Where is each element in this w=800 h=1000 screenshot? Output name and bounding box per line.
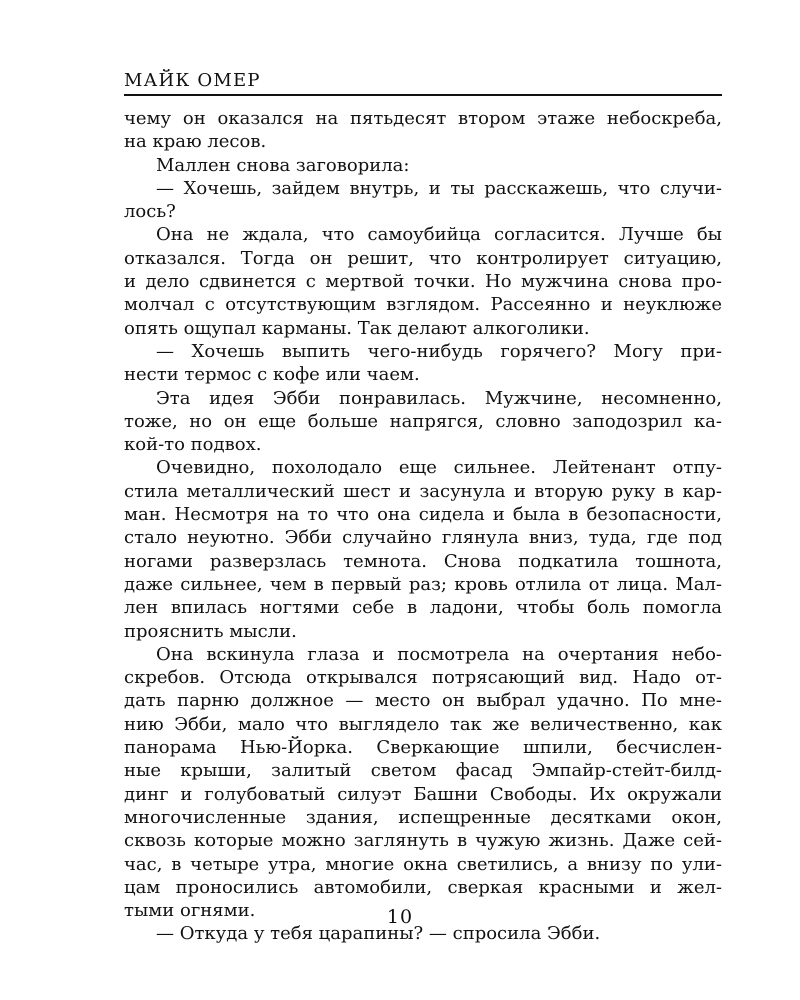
text-line: тоже, но он еще больше напрягся, словно заподозрил ка- — [124, 410, 722, 432]
text-line: Эта идея Эбби понравилась. Мужчине, несомненно, — [156, 387, 722, 409]
text-line: скребов. Отсюда открывался потрясающий вид. Надо от- — [124, 667, 722, 689]
text-line: сквозь которые можно заглянуть в чужую жизнь. Даже сей- — [124, 830, 722, 852]
text-line: лен впилась ногтями себе в ладони, чтобы боль помогла — [124, 597, 722, 619]
text-line: дать парню должное — место он выбрал удачно. По мне- — [124, 690, 722, 712]
text-line: тыми огнями. — [124, 900, 256, 922]
text-line: — Хочешь выпить чего-нибудь горячего? Могу при- — [156, 340, 722, 362]
text-line: ман. Несмотря на то что она сидела и была в безопасности, — [124, 504, 722, 526]
text-line: прояснить мысли. — [124, 620, 297, 642]
text-line: — Откуда у тебя царапины? — спросила Эбби. — [156, 923, 601, 945]
text-line: лось? — [124, 201, 176, 223]
text-line: на краю лесов. — [124, 131, 267, 153]
text-line: и дело сдвинется с мертвой точки. Но мужчина снова про- — [124, 271, 722, 293]
text-line: цам проносились автомобили, сверкая красными и жел- — [124, 876, 722, 898]
text-line: многочисленные здания, испещренные десятками окон, — [124, 806, 722, 828]
running-header — [124, 66, 722, 96]
text-line: стало неуютно. Эбби случайно глянула вниз, туда, где под — [124, 527, 722, 549]
text-line: даже сильнее, чем в первый раз; кровь отлила от лица. Мал- — [124, 573, 722, 595]
text-line: ногами разверзлась темнота. Снова подкатила тошнота, — [124, 550, 722, 572]
text-line: Она не ждала, что самоубийца согласится. Лучше бы — [156, 224, 722, 246]
text-line: опять ощупал карманы. Так делают алкоголики. — [124, 317, 590, 339]
text-line: ные крыши, залитый светом фасад Эмпайр-стейт-билд- — [124, 760, 722, 782]
page-number: 10 — [386, 906, 414, 928]
text-line: отказался. Тогда он решит, что контролирует ситуацию, — [124, 247, 722, 269]
text-line: Она вскинула глаза и посмотрела на очертания небо- — [156, 643, 722, 665]
text-line: стила металлический шест и засунула и вторую руку в кар- — [124, 480, 722, 502]
text-line: панорама Нью-Йорка. Сверкающие шпили, бесчислен- — [124, 737, 722, 759]
text-line: нию Эбби, мало что выглядело так же величественно, как — [124, 713, 722, 735]
text-line: нести термос с кофе или чаем. — [124, 364, 420, 386]
text-line: молчал с отсутствующим взглядом. Рассеянно и неуклюже — [124, 294, 722, 316]
text-line: — Хочешь, зайдем внутрь, и ты расскажешь, что случи- — [156, 177, 722, 199]
text-line: динг и голубоватый силуэт Башни Свободы. Их окружали — [124, 783, 722, 805]
text-line: Очевидно, похолодало еще сильнее. Лейтенант отпу- — [156, 457, 722, 479]
text-line: чему он оказался на пятьдесят втором этаже небоскреба, — [124, 108, 722, 129]
text-line: час, в четыре утра, многие окна светились, а внизу по ули- — [124, 853, 722, 875]
text-line: Маллен снова заговорила: — [156, 154, 410, 176]
body-text — [124, 107, 722, 946]
author-name: МАЙК ОМЕР — [124, 70, 261, 91]
text-line: кой-то подвох. — [124, 434, 262, 456]
